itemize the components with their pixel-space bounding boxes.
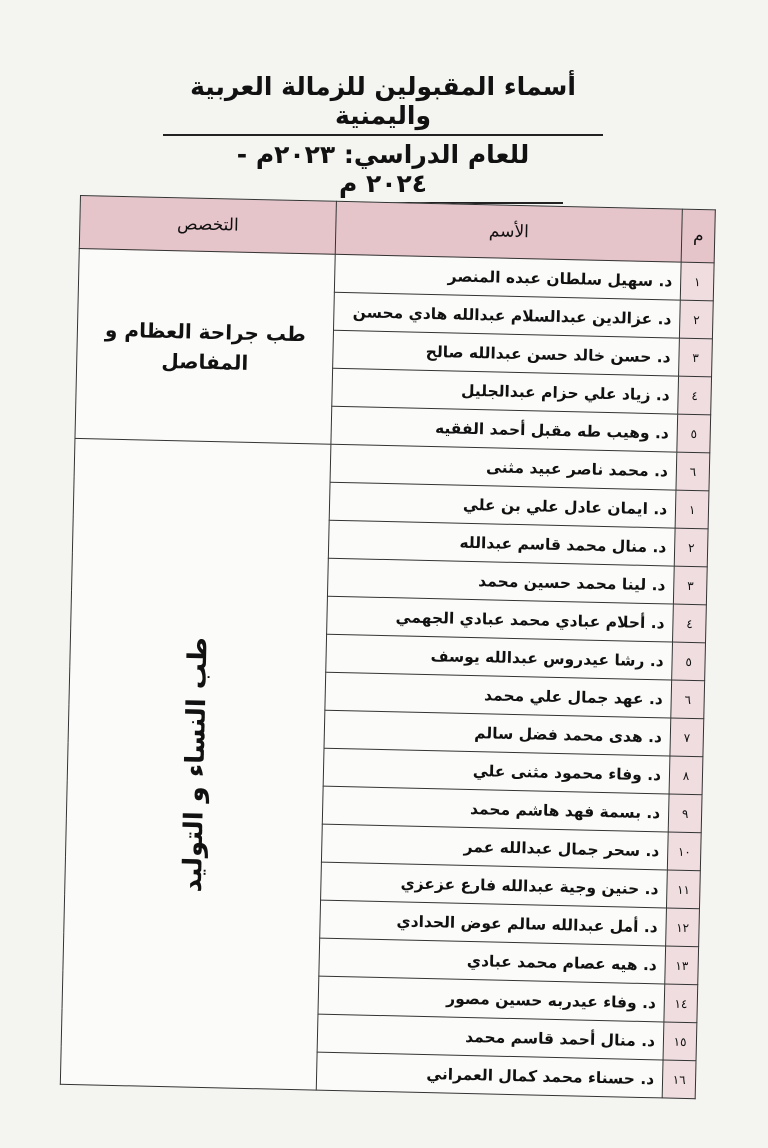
row-number: ٣ bbox=[673, 566, 707, 605]
row-number: ٨ bbox=[669, 756, 703, 795]
row-number: ٢ bbox=[674, 528, 708, 567]
table-body bbox=[60, 248, 714, 1098]
row-number: ٤ bbox=[673, 604, 707, 643]
doctor-name: د. هدى محمد فضل سالم bbox=[324, 710, 671, 756]
row-number: ١ bbox=[680, 262, 714, 301]
doctor-name: د. حسناء محمد كمال العمراني bbox=[316, 1052, 663, 1098]
doctor-name: د. منال محمد قاسم عبدالله bbox=[328, 520, 675, 566]
row-number: ٦ bbox=[676, 452, 710, 491]
doctor-name: د. حنين وجية عبدالله فارع عزعزي bbox=[321, 862, 668, 908]
row-number: ٥ bbox=[677, 414, 711, 453]
doctor-name: د. حسن خالد حسن عبدالله صالح bbox=[333, 330, 680, 376]
doctor-name: د. وفاء عيدربه حسين مصور bbox=[318, 976, 665, 1022]
doctor-name: د. سحر جمال عبدالله عمر bbox=[322, 824, 669, 870]
row-number: ١٠ bbox=[667, 832, 701, 871]
doctor-name: د. وهيب طه مقبل أحمد الفقيه bbox=[331, 406, 678, 452]
page-title: أسماء المقبولين للزمالة العربية واليمنية bbox=[163, 72, 603, 136]
row-number: ١١ bbox=[667, 870, 701, 909]
doctor-name: د. محمد ناصر عبيد مثنى bbox=[330, 444, 677, 490]
accepted-list-table-wrapper bbox=[60, 195, 716, 1099]
row-number: ٣ bbox=[679, 338, 713, 377]
specialty-label: طب النساء و التوليد bbox=[177, 636, 214, 893]
doctor-name: د. زياد علي حزام عبدالجليل bbox=[332, 368, 679, 414]
doctor-name: د. رشا عيدروس عبدالله يوسف bbox=[326, 634, 673, 680]
row-number: ١٢ bbox=[666, 908, 700, 947]
row-number: ١٤ bbox=[664, 984, 698, 1023]
doctor-name: د. منال أحمد قاسم محمد bbox=[317, 1014, 664, 1060]
doctor-name: د. لينا محمد حسين محمد bbox=[328, 558, 675, 604]
academic-year-subtitle: للعام الدراسي: ٢٠٢٣م - ٢٠٢٤ م bbox=[203, 140, 563, 204]
doctor-name: د. سهيل سلطان عبده المنصر bbox=[334, 254, 681, 300]
doctor-name: د. هيه عصام محمد عبادي bbox=[319, 938, 666, 984]
row-number: ٢ bbox=[680, 300, 714, 339]
header-specialty: التخصص bbox=[79, 196, 336, 255]
row-number: ٦ bbox=[671, 680, 705, 719]
doctor-name: د. بسمة فهد هاشم محمد bbox=[322, 786, 669, 832]
row-number: ١٥ bbox=[663, 1022, 697, 1061]
header-name: الأسم bbox=[335, 201, 682, 262]
doctor-name: د. ايمان عادل علي بن علي bbox=[329, 482, 676, 528]
row-number: ٩ bbox=[668, 794, 702, 833]
specialty-cell bbox=[75, 248, 335, 444]
doctor-name: د. وفاء محمود مثنى علي bbox=[323, 748, 670, 794]
row-number: ١٦ bbox=[662, 1060, 696, 1099]
row-number: ١ bbox=[675, 490, 709, 529]
header-num: م bbox=[681, 209, 715, 263]
doctor-name: د. أحلام عبادي محمد عبادي الجهمي bbox=[327, 596, 674, 642]
accepted-list-table bbox=[60, 195, 716, 1099]
row-number: ١٣ bbox=[665, 946, 699, 985]
row-number: ٧ bbox=[670, 718, 704, 757]
specialty-label: طب جراحة العظام و المفاصل bbox=[104, 317, 307, 375]
doctor-name: د. أمل عبدالله سالم عوض الحدادي bbox=[320, 900, 667, 946]
row-number: ٥ bbox=[672, 642, 706, 681]
doctor-name: د. عهد جمال علي محمد bbox=[325, 672, 672, 718]
doctor-name: د. عزالدين عبدالسلام عبدالله هادي محسن bbox=[334, 292, 681, 338]
specialty-cell bbox=[60, 438, 331, 1090]
row-number: ٤ bbox=[678, 376, 712, 415]
